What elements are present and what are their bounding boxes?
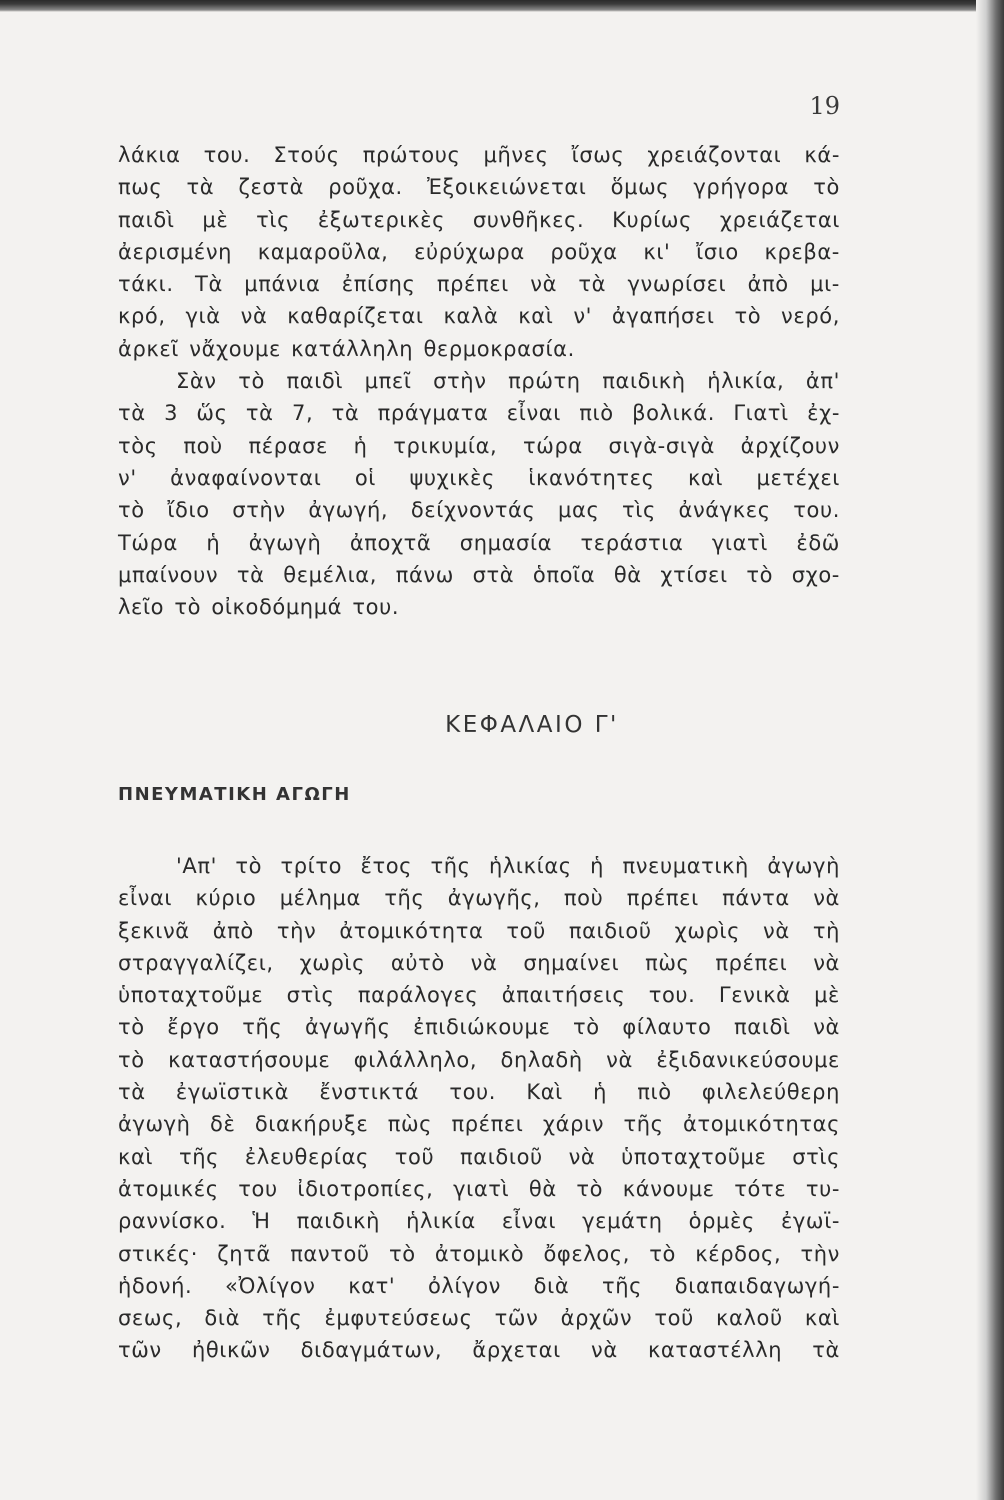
text-line: καὶ τῆς ἐλευθερίας τοῦ παιδιοῦ νὰ ὑποταχτοῦμε στὶς — [118, 1144, 840, 1169]
section-heading: ΠΝΕΥΜΑΤΙΚΗ ΑΓΩΓΗ — [118, 784, 351, 805]
text-line: τὸς ποὺ πέρασε ἡ τρικυμία, τώρα σιγὰ-σιγὰ ἀρχίζουν — [118, 433, 840, 458]
text-line: στικές· ζητᾶ παντοῦ τὸ ἀτομικὸ ὄφελος, τὸ κέρδος, τὴν — [118, 1241, 840, 1266]
text-line: ξεκινᾶ ἀπὸ τὴν ἀτομικότητα τοῦ παιδιοῦ χωρὶς νὰ τὴ — [118, 918, 840, 943]
text-line: Σὰν τὸ παιδὶ μπεῖ στὴν πρώτη παιδικὴ ἡλικία, ἀπ' — [176, 369, 840, 394]
text-line: ἡδονή. «Ὀλίγον κατ' ὀλίγον διὰ τῆς διαπαιδαγωγή- — [118, 1273, 840, 1298]
text-line: παιδὶ μὲ τὶς ἐξωτερικὲς συνθῆκες. Κυρίως χρειάζεται — [118, 207, 840, 232]
text-line: τὰ 3 ὥς τὰ 7, τὰ πράγματα εἶναι πιὸ βολικά. Γιατὶ ἐχ- — [118, 401, 840, 426]
text-line: τὸ ἴδιο στὴν ἀγωγή, δείχνοντάς μας τὶς ἀνάγκες του. — [118, 498, 840, 523]
paragraph-2 — [118, 850, 840, 1367]
text-line: ὑποταχτοῦμε στὶς παράλογες ἀπαιτήσεις του. Γενικὰ μὲ — [118, 983, 840, 1008]
text-line: μπαίνουν τὰ θεμέλια, πάνω στὰ ὁποῖα θὰ χτίσει τὸ σχο- — [118, 562, 840, 587]
text-line: στραγγαλίζει, χωρὶς αὐτὸ νὰ σημαίνει πὼς πρέπει νὰ — [118, 950, 840, 975]
scan-top-edge — [0, 0, 1004, 12]
text-line: σεως, διὰ τῆς ἐμφυτεύσεως τῶν ἀρχῶν τοῦ καλοῦ καὶ — [118, 1306, 840, 1331]
text-line: ραννίσκο. Ἡ παιδικὴ ἡλικία εἶναι γεμάτη ὁρμὲς ἐγωϊ- — [118, 1209, 840, 1234]
text-line: τὸ καταστήσουμε φιλάλληλο, δηλαδὴ νὰ ἐξιδανικεύσουμε — [118, 1047, 840, 1072]
text-line: 'Απ' τὸ τρίτο ἔτος τῆς ἡλικίας ἡ πνευματικὴ ἀγωγὴ — [176, 854, 840, 878]
text-line: ἀρκεῖ νἄχουμε κατάλληλη θερμοκρασία. — [118, 336, 575, 361]
text-line: τάκι. Τὰ μπάνια ἐπίσης πρέπει νὰ τὰ γνωρίσει ἀπὸ μι- — [118, 272, 840, 297]
text-line: κρό, γιὰ νὰ καθαρίζεται καλὰ καὶ ν' ἀγαπήσει τὸ νερό, — [118, 304, 840, 329]
text-line: τῶν ἠθικῶν διδαγμάτων, ἄρχεται νὰ καταστέλλη τὰ — [118, 1338, 840, 1363]
text-line: εἶναι κύριο μέλημα τῆς ἀγωγῆς, ποὺ πρέπει πάντα νὰ — [118, 886, 840, 911]
chapter-heading: ΚΕΦΑΛΑΙΟ Γ' — [445, 712, 619, 738]
text-line: Τώρα ἡ ἀγωγὴ ἀποχτᾶ σημασία τεράστια γιατὶ ἐδῶ — [118, 530, 840, 555]
text-line: τὰ ἐγωϊστικὰ ἔνστικτά του. Καὶ ἡ πιὸ φιλελεύθερη — [118, 1080, 840, 1105]
paragraph-1 — [118, 139, 840, 623]
text-line: λάκια του. Στούς πρώτους μῆνες ἴσως χρειάζονται κά- — [118, 143, 840, 167]
text-line: ν' ἀναφαίνονται οἱ ψυχικὲς ἱκανότητες καὶ μετέχει — [118, 465, 840, 490]
text-line: πως τὰ ζεστὰ ροῦχα. Ἐξοικειώνεται ὅμως γρήγορα τὸ — [118, 175, 840, 200]
text-line: ἀτομικές του ἰδιοτροπίες, γιατὶ θὰ τὸ κάνουμε τότε τυ- — [118, 1176, 840, 1201]
text-line: τὸ ἔργο τῆς ἀγωγῆς ἐπιδιώκουμε τὸ φίλαυτο παιδὶ νὰ — [118, 1015, 840, 1040]
text-line: λεῖο τὸ οἰκοδόμημά του. — [118, 595, 400, 620]
page-number: 19 — [809, 92, 840, 120]
text-line: ἀερισμένη καμαροῦλα, εὐρύχωρα ροῦχα κι' ἴσιο κρεβα- — [118, 239, 840, 264]
text-line: ἀγωγὴ δὲ διακήρυξε πὼς πρέπει χάριν τῆς ἀτομικότητας — [118, 1112, 840, 1137]
scan-right-edge — [976, 0, 1004, 1500]
